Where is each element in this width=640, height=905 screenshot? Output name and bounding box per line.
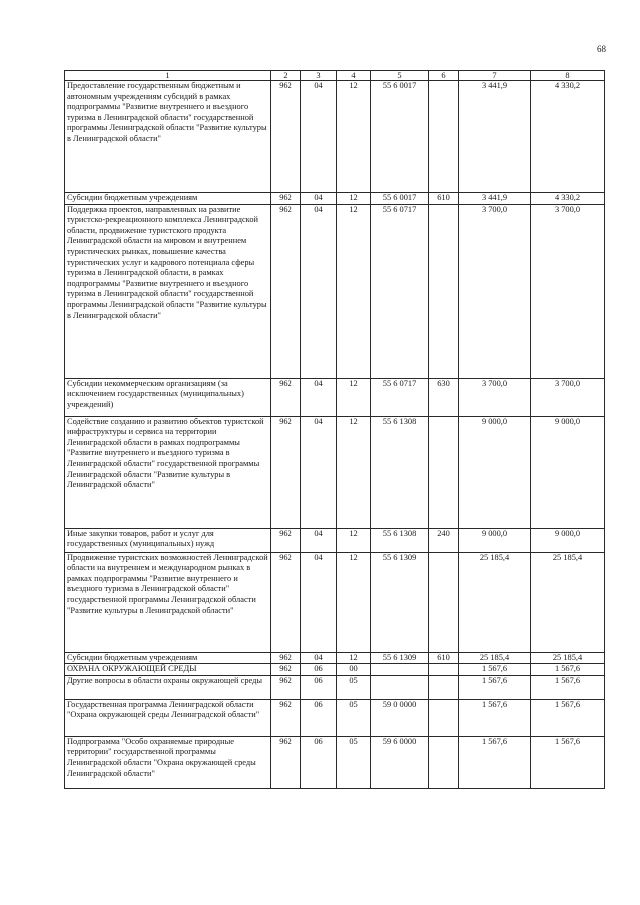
table-row [65,664,605,676]
table-row [65,675,605,699]
row-type-cell [429,675,459,699]
table-header-row [65,71,605,81]
header-cell: 7 [459,71,531,81]
row-name-cell: Подпрограмма "Особо охраняемые природные территории" государственной программы Ленинградской области "Охрана окружающей среды Ленинградской области" [65,736,271,788]
row-type-cell [429,552,459,652]
row-section-cell: 04 [301,552,337,652]
row-amount-cell: 1 567,6 [459,675,531,699]
row-section-cell: 04 [301,416,337,528]
header-cell: 8 [531,71,605,81]
table-row [65,204,605,378]
row-code-cell: 962 [271,81,301,193]
row-amount-cell: 1 567,6 [531,736,605,788]
row-section-cell: 06 [301,736,337,788]
row-section-cell: 06 [301,664,337,676]
row-amount-cell: 3 700,0 [531,378,605,416]
row-subsection-cell: 12 [337,81,371,193]
row-code-cell: 962 [271,416,301,528]
row-amount-cell: 3 700,0 [531,204,605,378]
header-cell: 1 [65,71,271,81]
row-name-cell: Поддержка проектов, направленных на развитие туристско-рекреационного комплекса Ленинградской области, продвижение туристского продукта Ленинградской области на мировом и внутреннем туристических рынках, повышение качества туристических услуг и кадрового потенциала сферы туризма в Ленинградской области, в рамках подпрограммы "Развитие внутреннего и въездного туризма в Ленинградской области" государственной программы Ленинградской области "Развитие культуры в Ленинградской области" [65,204,271,378]
row-code-cell: 962 [271,736,301,788]
row-target-cell: 55 6 1309 [371,652,429,664]
table-row [65,193,605,205]
table-row [65,528,605,552]
row-amount-cell: 1 567,6 [459,736,531,788]
header-cell: 4 [337,71,371,81]
row-section-cell: 06 [301,699,337,736]
row-target-cell: 55 6 0717 [371,378,429,416]
row-amount-cell: 3 441,9 [459,193,531,205]
row-amount-cell: 25 185,4 [459,652,531,664]
page-number: 68 [597,44,606,54]
row-code-cell: 962 [271,204,301,378]
row-subsection-cell: 12 [337,552,371,652]
header-cell: 3 [301,71,337,81]
row-type-cell [429,416,459,528]
row-code-cell: 962 [271,193,301,205]
row-name-cell: Субсидии некоммерческим организациям (за исключением государственных (муниципальных) учреждений) [65,378,271,416]
row-code-cell: 962 [271,664,301,676]
row-section-cell: 04 [301,378,337,416]
row-section-cell: 04 [301,652,337,664]
table-row [65,552,605,652]
row-target-cell: 59 0 0000 [371,699,429,736]
table-row [65,652,605,664]
row-target-cell: 59 6 0000 [371,736,429,788]
row-section-cell: 04 [301,204,337,378]
row-amount-cell: 25 185,4 [459,552,531,652]
row-subsection-cell: 05 [337,699,371,736]
row-name-cell: Субсидии бюджетным учреждениям [65,193,271,205]
row-amount-cell: 25 185,4 [531,552,605,652]
row-code-cell: 962 [271,552,301,652]
row-type-cell: 610 [429,652,459,664]
row-section-cell: 04 [301,193,337,205]
row-amount-cell: 9 000,0 [531,528,605,552]
table-row [65,736,605,788]
table-row [65,81,605,193]
row-target-cell: 55 6 0017 [371,81,429,193]
row-amount-cell: 9 000,0 [459,528,531,552]
row-name-cell: ОХРАНА ОКРУЖАЮЩЕЙ СРЕДЫ [65,664,271,676]
row-name-cell: Государственная программа Ленинградской области "Охрана окружающей среды Ленинградской области" [65,699,271,736]
row-target-cell: 55 6 1308 [371,528,429,552]
row-name-cell: Продвижение туристских возможностей Ленинградской области на внутреннем и международном рынках в рамках подпрограммы "Развитие внутреннего и въездного туризма в Ленинградской области" государственной программы Ленинградской области "Развитие культуры в Ленинградской области" [65,552,271,652]
row-amount-cell: 3 700,0 [459,204,531,378]
row-subsection-cell: 12 [337,193,371,205]
row-target-cell: 55 6 0717 [371,204,429,378]
row-amount-cell: 4 330,2 [531,81,605,193]
row-amount-cell: 3 441,9 [459,81,531,193]
row-name-cell: Субсидии бюджетным учреждениям [65,652,271,664]
row-code-cell: 962 [271,378,301,416]
row-type-cell [429,699,459,736]
header-cell: 5 [371,71,429,81]
row-type-cell [429,81,459,193]
table-row [65,416,605,528]
row-code-cell: 962 [271,652,301,664]
row-target-cell [371,675,429,699]
row-target-cell: 55 6 1309 [371,552,429,652]
row-subsection-cell: 05 [337,736,371,788]
table-row [65,378,605,416]
budget-table [64,70,605,789]
table-row [65,699,605,736]
row-subsection-cell: 12 [337,204,371,378]
row-type-cell: 610 [429,193,459,205]
row-subsection-cell: 00 [337,664,371,676]
row-amount-cell: 1 567,6 [531,699,605,736]
row-amount-cell: 4 330,2 [531,193,605,205]
row-name-cell: Содействие созданию и развитию объектов туристской инфраструктуры и сервиса на территории Ленинградской области в рамках подпрограммы "Развитие внутреннего и въездного туризма в Ленинградской области" государственной программы Ленинградской области "Развитие культуры в Ленинградской области" [65,416,271,528]
row-subsection-cell: 12 [337,416,371,528]
row-section-cell: 04 [301,528,337,552]
row-target-cell: 55 6 0017 [371,193,429,205]
row-amount-cell: 1 567,6 [459,699,531,736]
row-code-cell: 962 [271,675,301,699]
row-target-cell: 55 6 1308 [371,416,429,528]
header-cell: 6 [429,71,459,81]
row-amount-cell: 25 185,4 [531,652,605,664]
row-name-cell: Предоставление государственным бюджетным и автономным учреждениям субсидий в рамках подпрограммы "Развитие внутреннего и въездного туризма в Ленинградской области" государственной программы Ленинградской области "Развитие культуры в Ленинградской области" [65,81,271,193]
row-subsection-cell: 12 [337,378,371,416]
row-type-cell [429,736,459,788]
row-amount-cell: 9 000,0 [459,416,531,528]
row-section-cell: 04 [301,81,337,193]
row-code-cell: 962 [271,699,301,736]
row-subsection-cell: 12 [337,652,371,664]
row-amount-cell: 3 700,0 [459,378,531,416]
row-target-cell [371,664,429,676]
row-amount-cell: 1 567,6 [531,675,605,699]
row-type-cell [429,204,459,378]
row-amount-cell: 9 000,0 [531,416,605,528]
row-section-cell: 06 [301,675,337,699]
header-cell: 2 [271,71,301,81]
row-type-cell: 630 [429,378,459,416]
row-name-cell: Иные закупки товаров, работ и услуг для государственных (муниципальных) нужд [65,528,271,552]
row-amount-cell: 1 567,6 [459,664,531,676]
row-name-cell: Другие вопросы в области охраны окружающей среды [65,675,271,699]
row-code-cell: 962 [271,528,301,552]
row-amount-cell: 1 567,6 [531,664,605,676]
row-type-cell [429,664,459,676]
row-type-cell: 240 [429,528,459,552]
row-subsection-cell: 05 [337,675,371,699]
row-subsection-cell: 12 [337,528,371,552]
